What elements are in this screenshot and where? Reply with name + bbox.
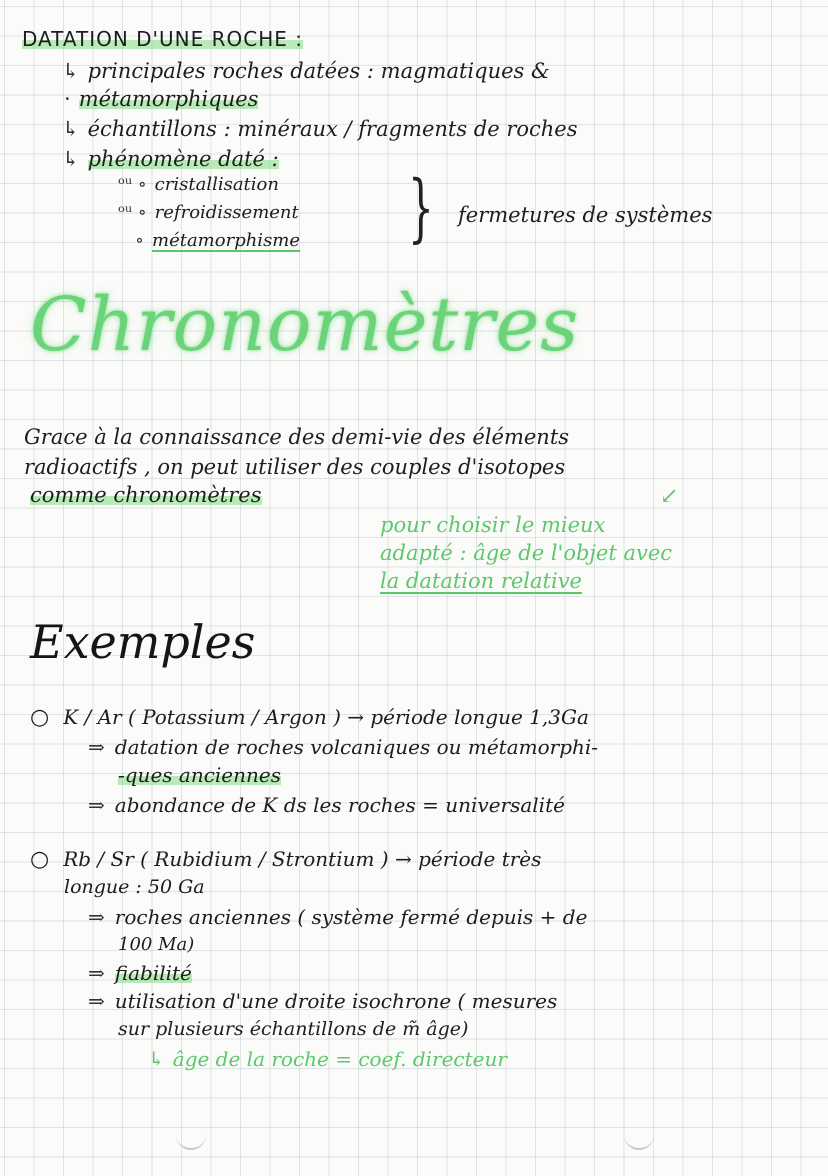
list-item: ↳ phénomène daté :	[62, 147, 279, 171]
example-line: ⇒ abondance de K ds les roches = universalité	[88, 793, 565, 817]
page-title: Chronomètres	[30, 282, 580, 368]
paragraph-line: radioactifs , on peut utiliser des couples d'isotopes	[24, 455, 566, 479]
circle-bullet-icon: ∘	[118, 230, 144, 251]
implies-icon: ⇒	[88, 905, 105, 929]
list-item-continuation: · métamorphiques	[64, 87, 259, 111]
sub-item: ᵒᵘ ∘ refroidissement	[118, 202, 299, 223]
example-line: ↳ âge de la roche = coef. directeur	[148, 1047, 507, 1071]
paragraph-line: comme chronomètres	[30, 483, 262, 507]
example-line: ⇒ fiabilité	[88, 961, 192, 985]
binder-hole	[624, 1128, 654, 1150]
implies-icon: ⇒	[88, 989, 105, 1013]
sub-item: ᵒᵘ ∘ cristallisation	[118, 174, 279, 195]
dot-icon: ·	[64, 87, 71, 111]
binder-hole	[176, 1128, 206, 1150]
note-line: pour choisir le mieux	[380, 513, 606, 537]
implies-icon: ⇒	[88, 793, 105, 817]
arrow-icon: ↳	[62, 147, 80, 171]
example-line: ⇒ datation de roches volcaniques ou métamorphi-	[88, 735, 599, 759]
list-item: ↳ échantillons : minéraux / fragments de roches	[62, 117, 578, 141]
circle-bullet-icon: ᵒᵘ ∘	[118, 202, 147, 223]
sub-item: ∘ métamorphisme	[118, 230, 301, 251]
implies-icon: ⇒	[88, 735, 105, 759]
paragraph-line: Grace à la connaissance des demi-vie des éléments	[24, 425, 570, 449]
note-line: adapté : âge de l'objet avec	[380, 541, 673, 565]
arrow-icon: ↳	[62, 59, 80, 83]
note-line: la datation relative	[380, 569, 582, 593]
section-title-text: DATATION D'UNE ROCHE :	[22, 27, 304, 51]
circle-bullet-icon: ᵒᵘ ∘	[118, 174, 147, 195]
example-line: sur plusieurs échantillons de m̃ âge)	[118, 1018, 469, 1040]
arrow-icon: ↳	[62, 117, 80, 141]
example-line: ⇒ roches anciennes ( système fermé depuis + de	[88, 905, 588, 929]
arrow-icon: ↳	[148, 1047, 165, 1071]
example-line: -ques anciennes	[118, 763, 281, 787]
example-heading: ○ Rb / Sr ( Rubidium / Strontium ) → période très	[30, 847, 542, 872]
example-heading: ○ K / Ar ( Potassium / Argon ) → période longue 1,3Ga	[30, 705, 589, 730]
circle-bullet-icon: ○	[30, 705, 50, 730]
brace-icon: }	[408, 165, 434, 251]
example-line: 100 Ma)	[118, 934, 195, 955]
circle-bullet-icon: ○	[30, 847, 50, 872]
example-line: longue : 50 Ga	[64, 876, 205, 898]
list-item: ↳ principales roches datées : magmatiques &	[62, 59, 550, 83]
example-line: ⇒ utilisation d'une droite isochrone ( mesures	[88, 989, 558, 1013]
section-title	[22, 26, 303, 52]
brace-label: fermetures de systèmes	[458, 203, 713, 227]
implies-icon: ⇒	[88, 961, 105, 985]
down-arrow-icon: ↙	[660, 484, 679, 509]
examples-title: Exemples	[30, 615, 256, 669]
